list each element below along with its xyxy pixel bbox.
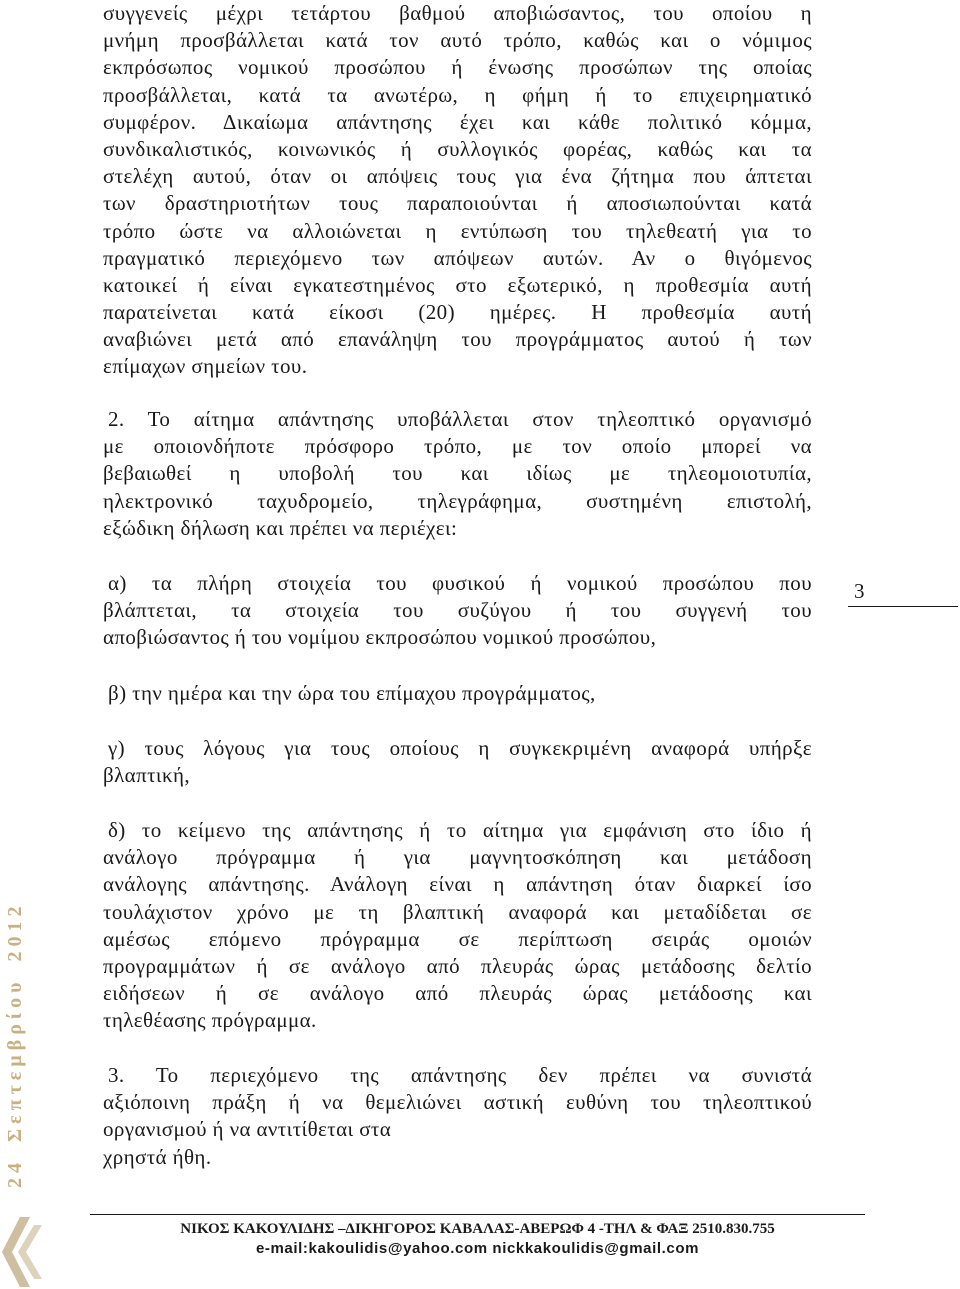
- text-line: των δραστηριοτήτων τους παραποιούνται ή αποσιωπούνται κατά: [103, 191, 812, 216]
- text-line: τουλάχιστον χρόνο με τη βλαπτική αναφορά και μεταδίδεται σε: [103, 899, 812, 924]
- text-line: αποβιώσαντος ή του νομίμου εκπροσώπου νομικού προσώπου,: [103, 625, 657, 650]
- text-line: προγραμμάτων ή σε ανάλογο από πλευράς ώρας μετάδοσης δελτίο: [103, 953, 812, 978]
- text-line: ανάλογο πρόγραμμα ή για μαγνητοσκόπηση και μετάδοση: [103, 845, 812, 870]
- text-line: α) τα πλήρη στοιχεία του φυσικού ή νομικού προσώπου που: [108, 571, 812, 595]
- text-line: χρηστά ήθη.: [103, 1144, 212, 1169]
- text-line: οργανισμού ή να αντιτίθεται στα: [103, 1117, 392, 1142]
- text-line: βεβαιωθεί η υποβολή του και ιδίως με τηλεομοιοτυπία,: [103, 461, 812, 486]
- paragraph-2: [103, 406, 812, 542]
- text-line: συνδικαλιστικός, κοινωνικός ή συλλογικός φορέας, καθώς και τα: [103, 136, 812, 161]
- text-line: δ) το κείμενο της απάντησης ή το αίτημα για εμφάνιση στο ίδιο ή: [108, 818, 812, 842]
- text-line: στελέχη αυτού, όταν οι απόψεις τους για ένα ζήτημα που άπτεται: [103, 164, 812, 189]
- side-date: 24 Σεπτεμβρίου 2012: [4, 901, 26, 1188]
- paragraph-1: [103, 0, 812, 381]
- text-line: εκπρόσωπος νομικού προσώπου ή ένωσης προσώπων της οποίας: [103, 55, 812, 80]
- text-line: 2. Το αίτημα απάντησης υποβάλλεται στον τηλεοπτικό οργανισμό: [108, 407, 812, 431]
- text-line: ηλεκτρονικό ταχυδρομείο, τηλεγράφημα, συστημένη επιστολή,: [103, 488, 812, 513]
- text-line: ανάλογης απάντησης. Ανάλογη είναι η απάντηση όταν διαρκεί ίσο: [103, 872, 812, 897]
- text-line: αμέσως επόμενο πρόγραμμα σε περίπτωση σειράς ομοιών: [103, 926, 812, 951]
- page-number-rule: [848, 606, 958, 607]
- text-line: με οποιονδήποτε πρόσφορο τρόπο, με τον οποίο μπορεί να: [103, 434, 812, 459]
- text-line: παρατείνεται κατά είκοσι (20) ημέρες. Η προθεσμία αυτή: [103, 300, 812, 325]
- text-line: 3. Το περιεχόμενο της απάντησης δεν πρέπει να συνιστά: [108, 1063, 812, 1087]
- list-item-d: [103, 817, 812, 1035]
- list-item-a: [103, 570, 812, 652]
- footer-email-line: e-mail:kakoulidis@yahoo.com nickkakoulidis@gmail.com: [255, 1240, 700, 1257]
- text-line: β) την ημέρα και την ώρα του επίμαχου προγράμματος,: [108, 681, 596, 705]
- text-line: βλάπτεται, τα στοιχεία του συζύγου ή του συγγενή του: [103, 598, 812, 623]
- text-line: πραγματικό περιεχόμενο των απόψεων αυτών. Αν ο θιγόμενος: [103, 245, 812, 270]
- text-line: προσβάλλεται, κατά τα ανωτέρω, η φήμη ή το επιχειρηματικό: [103, 82, 812, 107]
- footer-contact-line: ΝΙΚΟΣ ΚΑΚΟΥΛΙΔΗΣ –ΔΙΚΗΓΟΡΟΣ ΚΑΒΑΛΑΣ-ΑΒΕΡΩΦ 4 -ΤΗΛ & ΦΑΞ 2510.830.755: [180, 1221, 775, 1237]
- text-line: τρόπο ώστε να αλλοιώνεται η εντύπωση του τηλεθεατή για το: [103, 218, 812, 243]
- text-line: τηλεθέασης πρόγραμμα.: [103, 1008, 317, 1033]
- text-line: συγγενείς μέχρι τετάρτου βαθμού αποβιώσαντος, του οποίου η: [103, 1, 812, 25]
- text-line: εξώδικη δήλωση και πρέπει να περιέχει:: [103, 515, 458, 540]
- page-footer: [90, 1214, 865, 1259]
- text-line: ειδήσεων ή σε ανάλογο από πλευράς ώρας μετάδοσης και: [103, 981, 812, 1006]
- text-line: συμφέρον. Δικαίωμα απάντησης έχει και κάθε πολιτικό κόμμα,: [103, 109, 812, 134]
- text-line: γ) τους λόγους για τους οποίους η συγκεκριμένη αναφορά υπήρξε: [108, 736, 812, 760]
- list-item-b: [103, 680, 812, 707]
- page-number: 3: [854, 579, 865, 603]
- text-line: επίμαχων σημείων του.: [103, 354, 308, 379]
- text-line: κατοικεί ή είναι εγκατεστημένος στο εξωτερικό, η προθεσμία αυτή: [103, 272, 812, 297]
- text-line: μνήμη προσβάλλεται κατά τον αυτό τρόπο, καθώς και ο νόμιμος: [103, 28, 812, 53]
- text-line: αναβιώνει μετά από επανάληψη του προγράμματος αυτού ή των: [103, 327, 812, 352]
- text-line: βλαπτική,: [103, 763, 190, 788]
- paragraph-3: [103, 1062, 812, 1171]
- list-item-c: [103, 735, 812, 789]
- text-line: αξιόποινη πράξη ή να θεμελιώνει αστική ευθύνη του τηλεοπτικού: [103, 1090, 812, 1115]
- chevron-logo-icon: [0, 1215, 46, 1289]
